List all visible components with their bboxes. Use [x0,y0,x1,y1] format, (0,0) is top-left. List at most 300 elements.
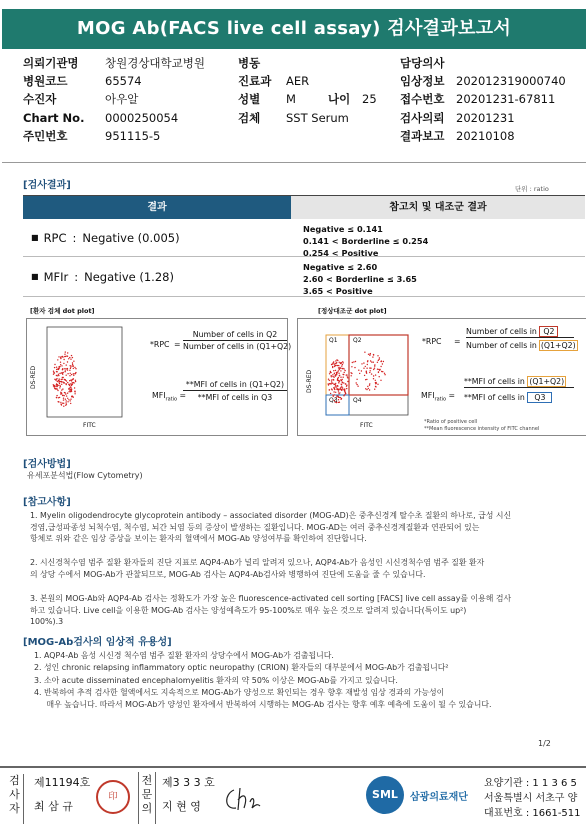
control-rpc-den-q: (Q1+Q2) [540,341,576,350]
dot-point [372,356,373,357]
dot-point [70,359,71,360]
dot-point [374,368,375,369]
patient-value: 아우알 [105,92,139,107]
specialist-name: 지 현 영 [162,800,201,813]
dot-point [54,379,55,380]
dot-point [66,400,67,401]
head-result: 결과 [23,196,291,219]
dot-point [67,361,68,362]
patient-y-axis-label: DS-RED [30,365,37,389]
dot-point [384,374,385,375]
dot-point [338,373,339,374]
signature-icon [222,782,262,816]
dot-point [62,377,63,378]
dot-point [67,393,68,394]
mfir-value: Negative (1.28) [84,269,174,284]
dot-point [338,399,339,400]
dot-point [56,375,57,376]
dot-point [331,364,332,365]
head-ref: 참고치 및 대조군 결과 [291,196,585,219]
dot-point [63,363,64,364]
inspector-seal-icon: 印 [96,780,130,814]
dot-point [333,387,334,388]
dot-point [340,363,341,364]
age-value: 25 [362,92,377,107]
dot-point [54,386,55,387]
dot-point [375,374,376,375]
dot-point [60,381,61,382]
dot-point [365,366,366,367]
dot-point [329,380,330,381]
dot-point [373,362,374,363]
dot-point [334,388,335,389]
chart-no-value: 0000250054 [105,110,179,125]
dot-point [344,388,345,389]
dot-point [370,353,371,354]
footer [0,766,586,829]
dot-point [66,355,67,356]
dot-point [377,369,378,370]
dot-point [54,364,55,365]
dot-point [73,382,74,383]
dot-point [74,393,75,394]
dot-point [70,373,71,374]
control-mfi-denominator: **MFI of cells in Q3 [464,393,552,402]
dot-point [72,364,73,365]
unit-label: 단위 : ratio [515,185,549,193]
dot-point [333,391,334,392]
control-plot-label: [정상대조군 dot plot] [318,307,387,315]
bullet-icon: ■ [31,272,39,281]
dot-point [343,368,344,369]
dot-point [67,401,68,402]
dot-point [66,395,67,396]
hospital-value: 창원경상대학교병원 [105,56,205,70]
mfir-ref3: 3.65 < Positive [303,286,373,296]
clinical-list [34,650,586,711]
clinical-item: 3. 소아 acute disseminated encephalomyelitis 환자의 약 50% 이상은 MOG-Ab를 가지고 있습니다. [34,675,398,685]
clinical-item: 1. AQP4-Ab 음성 시신경 척수염 범주 질환 환자의 상당수에서 MOG-Ab가 검출됩니다. [34,651,334,660]
patient-info-col3 [400,54,586,145]
dot-point [337,380,338,381]
dot-point [351,366,352,367]
results-table [23,195,585,297]
inspector-name: 최 삼 규 [34,800,73,813]
dot-point [351,375,352,376]
patient-rpc-label: *RPC [150,340,170,349]
dot-point [367,364,368,365]
dot-point [75,381,76,382]
dot-point [341,384,342,385]
dot-point [344,390,345,391]
result-row-rpc: ■ RPC : Negative (0.005) Negative ≤ 0.141 0.141 < Borderline ≤ 0.254 0.254 < Positive [23,219,585,257]
dot-point [382,371,383,372]
dot-point [335,392,336,393]
dot-point [331,379,332,380]
dot-point [335,365,336,366]
dot-point [73,368,74,369]
dot-point [70,400,71,401]
dot-point [356,379,357,380]
dot-point [341,365,342,366]
dot-point [72,378,73,379]
clinical-item: 4. 반복하여 추적 검사한 혈액에서도 지속적으로 MOG-Ab가 양성으로 확인되는 경우 향후 재발성 임상 경과의 가능성이 [34,687,445,697]
dot-point [70,366,71,367]
footnote-2: **Mean fluorescence intensity of FITC channel [424,426,540,432]
patient-x-axis-label: FITC [83,422,96,429]
dot-point [56,397,57,398]
inspector-no: 제11194호 [34,776,91,789]
report-date-label: 결과보고 [400,128,445,143]
dot-point [68,358,69,359]
footer-line3: 대표번호 : 1661-511 [484,808,581,819]
dot-point [71,365,72,366]
method-label: [검사방법] [23,459,71,470]
bullet-icon: ■ [31,233,39,242]
dot-point [61,392,62,393]
dot-point [377,384,378,385]
dot-point [59,397,60,398]
dot-point [374,364,375,365]
dot-point [369,383,370,384]
dot-point [375,383,376,384]
dot-point [343,362,344,363]
dot-point [378,372,379,373]
dot-point [338,370,339,371]
dot-point [58,380,59,381]
dot-point [58,366,59,367]
dot-point [58,385,59,386]
dot-point [380,361,381,362]
dot-point [380,366,381,367]
dot-point [75,373,76,374]
dot-point [331,376,332,377]
dot-point [344,370,345,371]
patient-label: 수진자 [23,92,57,107]
dot-point [335,383,336,384]
dot-point [56,395,57,396]
dot-point [73,365,74,366]
dot-point [61,365,62,366]
dot-point [338,367,339,368]
receipt-no-label: 접수번호 [400,92,445,107]
divider [2,162,586,163]
dot-point [69,357,70,358]
dot-point [63,406,64,407]
dot-point [59,383,60,384]
dot-point [339,362,340,363]
dot-point [334,394,335,395]
dot-point [346,385,347,386]
dot-point [54,367,55,368]
reference-label: [참고사항] [23,497,71,508]
footnote-1: *Ratio of positive cell [424,419,478,425]
control-mfi-den-q: Q3 [527,392,552,403]
control-y-axis-label: DS-RED [306,369,313,393]
dot-point [340,387,341,388]
patient-rpc-denominator: Number of cells in (Q1+Q2) [183,342,292,351]
dot-point [380,380,381,381]
patient-mfi-denominator: **MFI of cells in Q3 [197,393,273,402]
dot-point [356,382,357,383]
dot-point [344,372,345,373]
dot-point [343,377,344,378]
dot-point [334,366,335,367]
dot-point [341,398,342,399]
dot-point [342,368,343,369]
dot-point [68,399,69,400]
dot-point [61,389,62,390]
reference-p3: 3. 본원의 MOG-Ab와 AQP4-Ab 검사는 정확도가 가장 높은 fluorescence-activated cell sorting [FACS] live cell assay를 이용해 검사 하고 있습니다. Live cell을 이용한 MOG-Ab 검사는 양성예측도가 95-100%로 매우 높은 것으로 알려져 있습니다(특이도 up²) 100%).3 [30,594,512,627]
dot-point [363,368,364,369]
dot-point [71,390,72,391]
dot-point [338,382,339,383]
dot-point [367,361,368,362]
dot-point [342,387,343,388]
dot-point [71,374,72,375]
mfir-name: MFIr [43,269,69,284]
dot-point [53,371,54,372]
patient-info-col2 [238,54,388,127]
dot-point [337,389,338,390]
sex-value: M [286,92,296,107]
dot-point [73,375,74,376]
dot-point [332,394,333,395]
dot-point [342,379,343,380]
dot-point [70,365,71,366]
dot-point [383,361,384,362]
mfir-ref1: Negative ≤ 2.60 [303,262,378,272]
dot-point [70,380,71,381]
dot-point [333,384,334,385]
dot-point [335,363,336,364]
dot-point [366,371,367,372]
dot-point [70,387,71,388]
dot-point [364,352,365,353]
footer-line2: 서울특별시 서초구 양 [484,793,578,804]
dot-point [65,380,66,381]
dept-label: 진료과 [238,74,272,89]
dot-point [63,395,64,396]
results-table-header [23,196,585,219]
dot-point [328,379,329,380]
report-title: MOG Ab(FACS live cell assay) 검사결과보고서 [2,9,586,49]
dot-point [66,404,67,405]
dot-point [65,393,66,394]
dot-point [374,389,375,390]
dot-point [72,357,73,358]
dot-point [64,368,65,369]
dot-point [75,368,76,369]
dot-point [346,388,347,389]
dot-point [58,375,59,376]
dot-point [378,359,379,360]
dot-point [337,385,338,386]
results-section-label: [검사결과] [23,180,71,191]
dot-point [54,385,55,386]
dot-point [71,389,72,390]
dot-point [56,367,57,368]
method-text: 유세포분석법(Flow Cytometry) [27,471,143,480]
dot-point [369,354,370,355]
dot-point [59,387,60,388]
request-date-value: 20201231 [456,110,515,125]
dot-point [73,397,74,398]
dot-point [367,386,368,387]
dot-point [336,373,337,374]
dot-point [59,373,60,374]
dot-point [71,396,72,397]
dot-point [56,379,57,380]
dot-point [357,386,358,387]
dot-point [368,354,369,355]
dot-point [358,370,359,371]
dot-point [340,379,341,380]
control-rpc-denominator: Number of cells in (Q1+Q2) [466,341,576,350]
dot-point [330,393,331,394]
dot-point [53,374,54,375]
dot-point [332,366,333,367]
dot-point [58,381,59,382]
dot-point [56,383,57,384]
dot-point [68,388,69,389]
clinical-info-label: 임상정보 [400,74,445,89]
dot-point [373,378,374,379]
dept-value: AER [286,74,310,89]
dot-point [60,364,61,365]
dot-point [332,383,333,384]
patient-info-col1 [23,54,223,145]
dot-point [67,398,68,399]
control-rpc-num-q: Q2 [539,326,558,337]
dot-point [340,377,341,378]
dot-point [57,390,58,391]
dot-point [66,375,67,376]
dot-point [69,380,70,381]
dot-point [67,382,68,383]
dot-point [65,399,66,400]
control-dot-plot: Q1 Q2 Q3 Q4 DS-RED FITC *RPC = Number of cells in Q2 Number of cells in (Q1+Q2) $MFI_{ratio}$ = **MFI of cells in (Q1+Q2) **MFI of cells in Q3 *Ratio of positive cell **Mean fluorescence intensity of FITC channel [297,318,586,436]
dot-point [338,380,339,381]
dot-point [55,388,56,389]
dot-point [60,402,61,403]
dot-point [356,384,357,385]
dot-point [75,380,76,381]
dot-point [330,372,331,373]
dot-point [342,364,343,365]
clinical-info-value: 202012319000740 [456,74,566,89]
dot-point [332,374,333,375]
sml-logo: SML [366,776,404,814]
dot-point [364,375,365,376]
rpc-name: RPC [43,230,67,245]
doctor-label: 담당의사 [400,56,445,70]
dot-point [366,379,367,380]
dot-point [65,402,66,403]
dot-point [329,389,330,390]
dot-point [339,392,340,393]
dot-point [379,357,380,358]
dot-point [68,391,69,392]
dot-point [379,369,380,370]
dot-point [56,371,57,372]
dot-point [343,382,344,383]
dot-point [370,370,371,371]
specialist-no: 제3 3 3 호 [162,776,215,789]
dot-point [60,357,61,358]
q4-label: Q4 [353,397,362,404]
rpc-ref1: Negative ≤ 0.141 [303,224,383,234]
dot-point [74,391,75,392]
dot-point [365,379,366,380]
reference-p1: 1. Myelin oligodendrocyte glycoprotein antibody – associated disorder (MOG-AD)은 중추신경계 탈수초 질환의 하나로, 급성 시신 경염,급성파종성 뇌척수염, 척수염, 뇌간 뇌염 등의 증상이 발생하는 질환입니다. MOG-AD는 여러 중추신경계질환과 연관되어 있는 항체로 위와 같은 임상 증상을 보이는 환자의 혈액에서 MOG-Ab 양성여부를 확인하여 진단합니다. [30,511,512,544]
dot-point [72,362,73,363]
dot-point [379,376,380,377]
dot-point [369,389,370,390]
dot-point [333,370,334,371]
report-date-value: 20210108 [456,128,515,143]
specimen-value: SST Serum [286,110,349,125]
request-date-label: 검사의뢰 [400,110,445,125]
clinical-label: [MOG-Ab검사의 임상적 유용성] [23,637,172,648]
dot-point [57,359,58,360]
dot-point [65,368,66,369]
dot-point [382,363,383,364]
dot-point [363,362,364,363]
dot-point [70,368,71,369]
result-row-mfir: ■ MFIr : Negative (1.28) Negative ≤ 2.60 2.60 < Borderline ≤ 3.65 3.65 < Positive [23,257,585,297]
dot-point [366,389,367,390]
dot-point [370,360,371,361]
dot-point [73,373,74,374]
dot-point [339,389,340,390]
dot-point [338,365,339,366]
dot-point [375,386,376,387]
dot-point [366,368,367,369]
dot-point [63,399,64,400]
control-rpc-numerator: Number of cells in Q2 [466,327,574,338]
dot-point [342,382,343,383]
q1-label: Q1 [329,337,338,344]
dot-point [67,352,68,353]
dot-point [337,365,338,366]
rrn-value: 951115-5 [105,128,161,143]
dot-point [335,360,336,361]
dot-point [73,361,74,362]
reference-p2: 2. 시신경척수염 범주 질환 환자들의 진단 지표로 AQP4-Ab가 널리 알려져 있으나, AQP4-Ab가 음성인 시신경척수염 범주 질환 환자 의 상당 수에서 MOG-Ab가 관찰되므로, MOG-Ab 검사는 AQP4-Ab검사와 병행하여 진단에 도움을 줄 수 있습니다. [30,558,485,579]
clinical-item: 2. 성인 chronic relapsing inflammatory optic neuropathy (CRION) 환자들의 대부분에서 MOG-Ab가 검출됩니다² [34,663,449,673]
page-number: 1/2 [538,739,551,748]
sex-label: 성별 [238,92,261,107]
dot-point [339,369,340,370]
age-label: 나이 [328,92,351,107]
footer-line1: 요양기관 : 1 1 3 6 5 [484,778,577,789]
dot-point [67,373,68,374]
dot-point [338,391,339,392]
rpc-ref3: 0.254 < Positive [303,248,379,258]
dot-point [350,372,351,373]
patient-mfi-label: $MFI_{ratio}$ = [152,391,187,403]
dot-point [345,383,346,384]
dot-point [384,373,385,374]
dot-point [338,377,339,378]
dot-point [373,375,374,376]
dot-point [61,384,62,385]
dot-point [61,379,62,380]
dot-point [65,351,66,352]
dot-point [63,398,64,399]
dot-point [345,393,346,394]
